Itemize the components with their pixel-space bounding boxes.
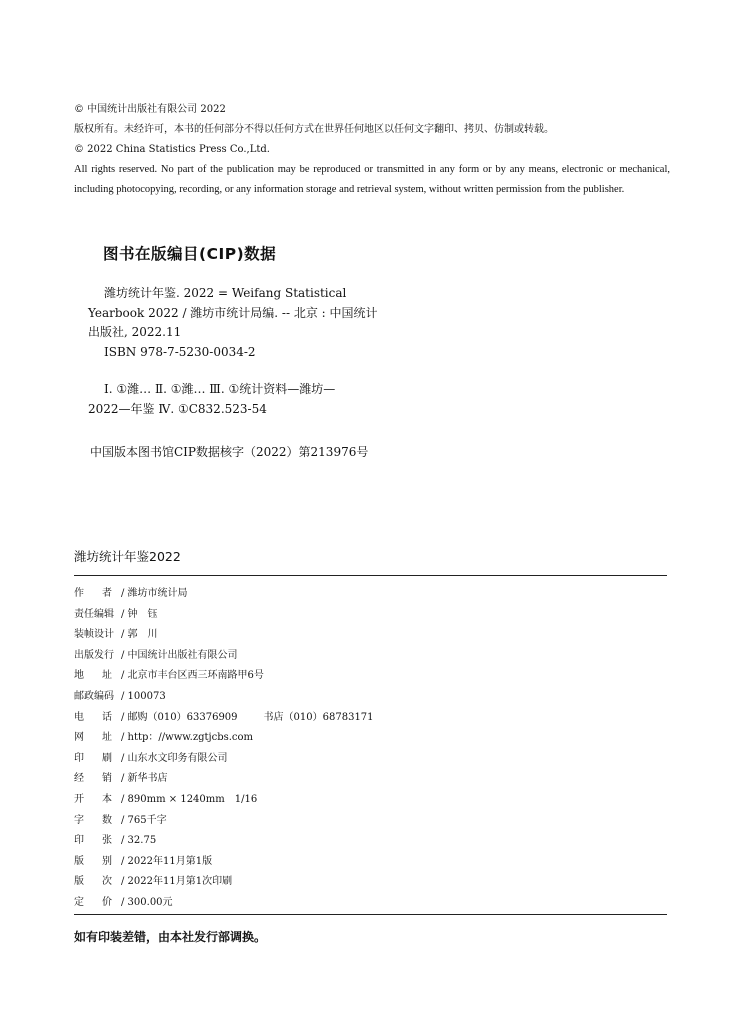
imprint-row [74,749,374,770]
imprint-label: 经 销 [74,773,112,785]
imprint-value: / 钟 钰 [121,608,158,620]
imprint-row [74,646,374,667]
imprint-value: / 中国统计出版社有限公司 [121,649,238,661]
imprint-row [74,872,374,893]
imprint-row [74,831,374,852]
imprint-extra-value: 书店（010）68783171 [263,711,374,723]
imprint-label: 邮政编码 [74,690,114,702]
cip-number: 中国版本图书馆CIP数据核字（2022）第213976号 [90,445,369,459]
imprint-value: / 32.75 [121,835,157,847]
cn-rights-line: 版权所有。未经许可，本书的任何部分不得以任何方式在世界任何地区以任何文字翻印、拷贝、仿制或转载。 [74,124,554,135]
cip-heading: 图书在版编目(CIP)数据 [103,245,277,263]
imprint-value: / 765千字 [121,814,167,826]
imprint-value: / 潍坊市统计局 [121,588,188,599]
imprint-value: / 山东水文印务有限公司 [121,752,228,764]
top-divider [74,575,667,576]
imprint-label: 作 者 [74,588,112,599]
imprint-value: / 新华书店 [121,773,168,785]
imprint-label: 版 别 [74,855,112,867]
cip-title-line-3: 出版社, 2022.11 [88,325,182,339]
book-title: 潍坊统计年鉴2022 [74,549,181,564]
imprint-row [74,811,374,832]
imprint-row [74,605,374,626]
cip-title-line-2: Yearbook 2022 / 潍坊市统计局编. -- 北京 : 中国统计 [88,305,378,320]
cip-classification-line-2: 2022—年鉴 Ⅳ. ①C832.523-54 [88,401,267,416]
imprint-label: 出版发行 [74,649,114,661]
cip-gap [88,362,393,380]
cip-title-line-1: 潍坊统计年鉴. 2022 = Weifang Statistical [104,286,347,300]
imprint-value: / 2022年11月第1次印刷 [121,876,233,888]
imprint-value: / 890mm × 1240mm 1/16 [121,793,258,805]
imprint-value: / 北京市丰台区西三环南路甲6号 [121,670,264,682]
imprint-label: 开 本 [74,793,112,805]
imprint-value: / 2022年11月第1版 [121,855,213,867]
copyright-block [74,100,670,200]
imprint-row [74,687,374,708]
imprint-row [74,852,374,873]
imprint-label: 定 价 [74,896,112,908]
imprint-label: 责任编辑 [74,608,114,620]
imprint-row [74,893,374,914]
imprint-label: 印 张 [74,835,112,847]
imprint-row [74,769,374,790]
imprint-label: 地 址 [74,670,112,682]
imprint-label: 电 话 [74,711,112,723]
cip-classification-line-1: Ⅰ. ①潍… Ⅱ. ①潍… Ⅲ. ①统计资料—潍坊— [104,382,336,396]
imprint-table [74,584,374,914]
imprint-row [74,708,374,729]
imprint-row [74,728,374,749]
en-rights-paragraph: All rights reserved. No part of the publication may be reproduced or transmitted in any form or by any means, electronic or mechanical, including photocopying, recording, or any information storage and retrieval system, without written permission from the publisher. [74,164,670,195]
imprint-label: 网 址 [74,732,112,744]
cn-publisher-line: © 中国统计出版社有限公司 2022 [74,104,226,115]
imprint-value: / 300.00元 [121,896,173,908]
imprint-row [74,790,374,811]
imprint-value: / 郭 川 [121,629,158,641]
imprint-label: 印 刷 [74,752,112,764]
imprint-label: 字 数 [74,814,112,826]
cip-data-block [88,284,393,419]
en-publisher-line: © 2022 China Statistics Press Co.,Ltd. [74,144,270,155]
imprint-label: 版 次 [74,876,112,888]
cip-isbn: ISBN 978-7-5230-0034-2 [104,344,256,359]
footer-note: 如有印装差错，由本社发行部调换。 [74,930,267,944]
bottom-divider [74,914,667,915]
imprint-value: / http：//www.zgtjcbs.com [121,732,254,744]
imprint-row [74,666,374,687]
imprint-value: / 邮购（010）63376909 [121,711,238,723]
imprint-row [74,584,374,605]
imprint-row [74,625,374,646]
imprint-label: 装帧设计 [74,629,114,641]
imprint-value: / 100073 [121,690,166,702]
